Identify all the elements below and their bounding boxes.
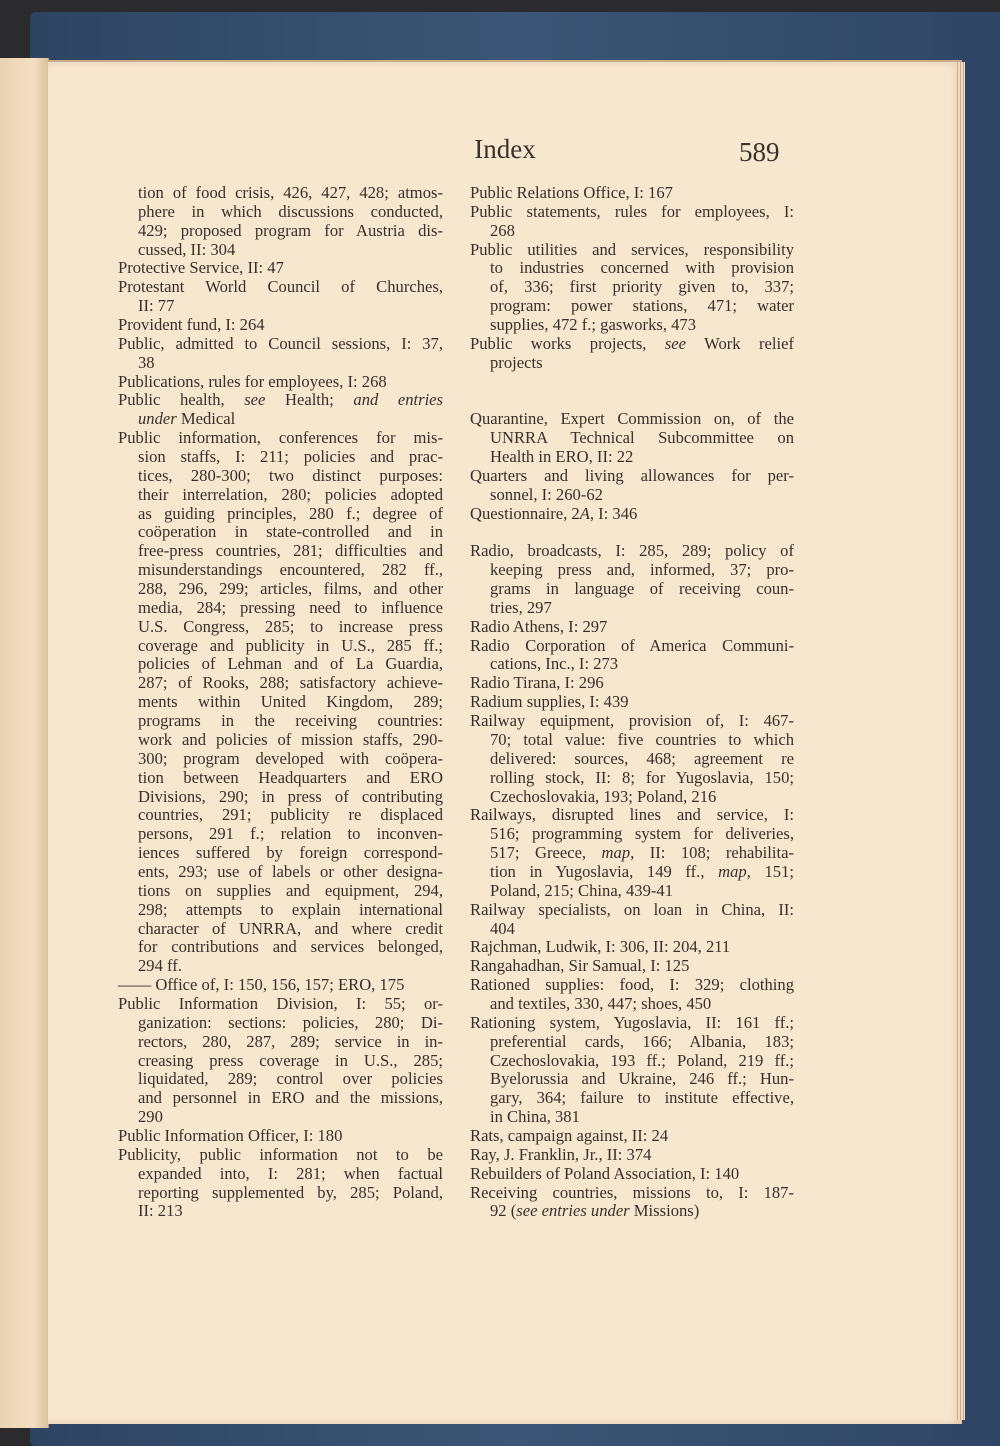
index-line (470, 618, 794, 637)
text: 70; total value: five countries to which (490, 729, 794, 749)
text: ments within United Kingdom, 289; (138, 692, 443, 712)
text: Rationing system, Yugoslavia, II: 161 ff.; (470, 1012, 794, 1032)
text: Health; (265, 390, 354, 410)
index-line (470, 486, 794, 505)
text: 151; (750, 861, 794, 881)
text: Czechoslovakia, 193 ff.; Poland, 219 ff.; (490, 1050, 794, 1070)
text: in China, 381 (490, 1107, 580, 1127)
index-line (470, 354, 794, 373)
index-entry (470, 241, 794, 335)
text: 300; program developed with coöpera- (138, 748, 443, 768)
text: Rajchman, Ludwik, I: 306, II: 204, 211 (470, 937, 731, 957)
text: Publications, rules for employees, I: 268 (118, 371, 387, 391)
index-line (470, 863, 794, 882)
italic-text: A (579, 503, 590, 523)
text: for contributions and services belonged, (138, 937, 443, 957)
index-line (118, 259, 443, 278)
text: coverage and publicity in U.S., 285 ff.; (138, 635, 443, 655)
index-line (118, 505, 443, 524)
text: Byelorussia and Ukraine, 246 ff.; Hun- (490, 1069, 794, 1089)
index-line (118, 788, 443, 807)
text: Railways, disrupted lines and service, I: (470, 805, 794, 825)
index-line (470, 259, 794, 278)
index-entry (470, 637, 794, 675)
text: misunderstandings encountered, 282 ff., (138, 560, 443, 580)
index-entry (470, 1165, 794, 1184)
index-entry (470, 335, 794, 373)
text: Protestant World Council of Churches, (118, 277, 443, 297)
index-line (118, 637, 443, 656)
index-line (470, 882, 794, 901)
index-entry (118, 373, 443, 392)
text: creasing press coverage in U.S., 285; (138, 1050, 443, 1070)
text: Radio, broadcasts, I: 285, 289; policy of (470, 541, 794, 561)
text: Public information, conferences for mis- (118, 428, 443, 448)
text: policies of Lehman and of La Guardia, (138, 654, 443, 674)
index-entry (470, 184, 794, 203)
text: projects (490, 352, 543, 372)
text: preferential cards, 166; Albania, 183; (490, 1031, 794, 1051)
index-line (470, 1202, 794, 1221)
index-line (470, 505, 794, 524)
book-page (48, 60, 962, 1424)
text: tries, 297 (490, 597, 552, 617)
index-line (118, 1089, 443, 1108)
index-line (118, 354, 443, 373)
page-number: 589 (739, 137, 780, 167)
index-line (470, 1033, 794, 1052)
index-line (118, 448, 443, 467)
text: Rationed supplies: food, I: 329; clothing (470, 975, 794, 995)
index-line (470, 222, 794, 241)
text: character of UNRRA, and where credit (138, 918, 443, 938)
index-entry (470, 618, 794, 637)
index-line (118, 1184, 443, 1203)
index-line (470, 542, 794, 561)
text: 287; of Rooks, 288; satisfactory achieve- (138, 673, 443, 693)
index-line (118, 203, 443, 222)
index-line (470, 806, 794, 825)
index-line (470, 655, 794, 674)
index-line (118, 769, 443, 788)
text: U.S. Congress, 285; to increase press (138, 616, 443, 636)
index-line (118, 1014, 443, 1033)
text: programs in the receiving countries: (138, 711, 443, 731)
index-line (118, 297, 443, 316)
index-line (118, 561, 443, 580)
index-line (470, 788, 794, 807)
text: 288, 296, 299; articles, films, and other (138, 579, 443, 599)
index-line (118, 806, 443, 825)
italic-text: map, (718, 861, 751, 881)
text: Rats, campaign against, II: 24 (470, 1125, 669, 1145)
text: ents, 293; use of labels or other designa- (138, 861, 443, 881)
text: Public Information Officer, I: 180 (118, 1125, 343, 1145)
text: Ray, J. Franklin, Jr., II: 374 (470, 1144, 652, 1164)
index-entry (118, 1146, 443, 1221)
index-entry (118, 278, 443, 316)
text: Receiving countries, missions to, I: 187- (470, 1182, 794, 1202)
index-entry (470, 976, 794, 1014)
text: Provident fund, I: 264 (118, 315, 265, 335)
index-line (470, 335, 794, 354)
index-line (118, 750, 443, 769)
blank-line (470, 391, 794, 410)
text: Radio Tirana, I: 296 (470, 673, 604, 693)
index-line (118, 825, 443, 844)
text: to industries concerned with provision (490, 258, 794, 278)
text: delivered: sources, 468; agreement re (490, 748, 794, 768)
text: Quarters and living allowances for per- (470, 465, 794, 485)
text: sonnel, I: 260-62 (490, 484, 603, 504)
text: Public, admitted to Council sessions, I: 37, (118, 333, 443, 353)
text: Questionnaire, 2 (470, 503, 580, 523)
italic-text: map, (601, 843, 635, 863)
index-line (470, 1052, 794, 1071)
index-line (118, 184, 443, 203)
index-line (118, 335, 443, 354)
index-line (118, 674, 443, 693)
text: persons, 291 f.; relation to inconven- (138, 824, 443, 844)
index-line (470, 693, 794, 712)
index-entry (470, 410, 794, 467)
text: Quarantine, Expert Commission on, of the (470, 409, 794, 429)
index-line (470, 750, 794, 769)
text: 516; programming system for deliveries, (490, 824, 794, 844)
italic-text: see (664, 333, 687, 353)
text: liquidated, 289; control over policies (138, 1069, 443, 1089)
index-line (118, 920, 443, 939)
index-line (118, 599, 443, 618)
text: 268 (490, 220, 515, 240)
index-line (118, 995, 443, 1014)
text: Protective Service, II: 47 (118, 258, 284, 278)
text: their interrelation, 280; policies adopted (138, 484, 443, 504)
text: , I: 346 (589, 503, 638, 523)
index-line (470, 938, 794, 957)
text: Poland, 215; China, 439-41 (490, 880, 673, 900)
index-line (470, 316, 794, 335)
index-line (470, 825, 794, 844)
text: rectors, 280, 287, 289; service in in- (138, 1031, 443, 1051)
index-entry (470, 1014, 794, 1127)
index-line (118, 410, 443, 429)
text: keeping press and, informed, 37; pro- (490, 560, 794, 580)
index-entry (118, 429, 443, 976)
index-line (118, 278, 443, 297)
index-column-left (118, 184, 443, 1221)
index-entry (470, 957, 794, 976)
index-line (118, 957, 443, 976)
index-line (118, 486, 443, 505)
index-line (118, 1165, 443, 1184)
index-line (470, 844, 794, 863)
index-entry (470, 712, 794, 806)
index-line (470, 901, 794, 920)
blank-line (470, 523, 794, 542)
text: Public statements, rules for employees, I: (470, 201, 794, 221)
index-line (118, 844, 443, 863)
index-line (470, 1108, 794, 1127)
text: expanded into, I: 281; when factual (138, 1163, 443, 1183)
text: and textiles, 330, 447; shoes, 450 (490, 993, 712, 1013)
index-entry (470, 938, 794, 957)
text: Public Information Division, I: 55; or- (118, 993, 443, 1013)
index-entry (118, 391, 443, 429)
text: Public utilities and services, responsibility (470, 239, 794, 259)
index-line (118, 429, 443, 448)
index-entry (118, 184, 443, 259)
index-line (470, 731, 794, 750)
text: —— Office of, I: 150, 156, 157; ERO, 175 (118, 975, 405, 995)
text: Czechoslovakia, 193; Poland, 216 (490, 786, 717, 806)
text: 404 (490, 918, 515, 938)
index-line (470, 203, 794, 222)
index-line (470, 957, 794, 976)
italic-text: and entries (353, 390, 444, 410)
index-line (118, 1202, 443, 1221)
index-entry (470, 467, 794, 505)
index-entry (118, 316, 443, 335)
index-line (470, 674, 794, 693)
index-line (118, 580, 443, 599)
index-entry (118, 976, 443, 995)
index-entry (470, 1127, 794, 1146)
index-line (470, 1089, 794, 1108)
text: reporting supplemented by, 285; Poland, (138, 1182, 443, 1202)
text: ganization: sections: policies, 280; Di- (138, 1012, 443, 1032)
index-line (118, 882, 443, 901)
text: program: power stations, 471; water (490, 296, 794, 316)
italic-text: see entries under (516, 1201, 630, 1221)
index-line (118, 1033, 443, 1052)
index-line (470, 599, 794, 618)
text: supplies, 472 f.; gasworks, 473 (490, 315, 697, 335)
text: Missions) (629, 1201, 700, 1221)
index-line (470, 278, 794, 297)
index-entry (470, 505, 794, 524)
italic-text: see (244, 390, 266, 410)
text: free-press countries, 281; difficulties and (138, 541, 443, 561)
text: Railway specialists, on loan in China, II: (470, 899, 794, 919)
index-line (470, 1070, 794, 1089)
index-line (470, 448, 794, 467)
text: Radium supplies, I: 439 (470, 692, 629, 712)
index-entry (470, 674, 794, 693)
index-line (470, 976, 794, 995)
text: Work relief (686, 333, 794, 353)
index-line (470, 184, 794, 203)
index-line (118, 976, 443, 995)
index-line (118, 655, 443, 674)
text: grams in language of receiving coun- (490, 579, 794, 599)
text: 294 ff. (138, 956, 182, 976)
text: and personnel in ERO and the missions, (138, 1088, 443, 1108)
text: Rangahadhan, Sir Samual, I: 125 (470, 956, 690, 976)
index-line (118, 938, 443, 957)
index-entry (118, 259, 443, 278)
text: cations, Inc., I: 273 (490, 654, 619, 674)
text: 38 (138, 352, 155, 372)
index-line (470, 1184, 794, 1203)
text: of, 336; first priority given to, 337; (490, 277, 794, 297)
text: II: 213 (138, 1201, 183, 1221)
index-entry (470, 1184, 794, 1222)
index-line (118, 523, 443, 542)
running-header: Index (474, 134, 536, 164)
text: Medical (176, 409, 236, 429)
index-line (470, 467, 794, 486)
text: Radio Athens, I: 297 (470, 616, 608, 636)
index-line (118, 712, 443, 731)
index-line (470, 712, 794, 731)
text: tices, 280-300; two distinct purposes: (138, 465, 443, 485)
index-line (118, 1127, 443, 1146)
text: media, 284; pressing need to influence (138, 597, 443, 617)
text: Divisions, 290; in press of contributing (138, 786, 443, 806)
index-line (118, 693, 443, 712)
text: 298; attempts to explain international (138, 899, 443, 919)
index-line (118, 863, 443, 882)
index-entry (118, 335, 443, 373)
index-line (470, 1014, 794, 1033)
index-line (470, 561, 794, 580)
index-entry (470, 1146, 794, 1165)
index-line (470, 580, 794, 599)
index-line (118, 373, 443, 392)
text: UNRRA Technical Subcommittee on (490, 428, 794, 448)
index-line (470, 1146, 794, 1165)
index-line (118, 618, 443, 637)
index-entry (470, 542, 794, 617)
text: gary, 364; failure to institute effective, (490, 1088, 794, 1108)
text: II: 77 (138, 296, 175, 316)
index-line (470, 1165, 794, 1184)
index-line (118, 467, 443, 486)
page-edges (955, 62, 965, 1420)
index-line (118, 1146, 443, 1165)
text: sion staffs, I: 211; policies and prac- (138, 447, 443, 467)
index-line (118, 222, 443, 241)
text: tions on supplies and equipment, 294, (138, 880, 443, 900)
text: Health in ERO, II: 22 (490, 447, 634, 467)
index-line (470, 410, 794, 429)
text: Public health, (118, 390, 245, 410)
index-entry (118, 995, 443, 1127)
index-line (118, 1052, 443, 1071)
index-line (470, 769, 794, 788)
text: countries, 291; publicity re displaced (138, 805, 443, 825)
index-line (118, 1108, 443, 1127)
text: tion of food crisis, 426, 427, 428; atmos- (138, 183, 443, 202)
text: Railway equipment, provision of, I: 467- (470, 711, 794, 731)
text: cussed, II: 304 (138, 239, 236, 259)
index-line (118, 241, 443, 260)
text: tion in Yugoslavia, 149 ff., (490, 861, 719, 881)
index-line (470, 429, 794, 448)
index-line (470, 637, 794, 656)
text: 429; proposed program for Austria dis- (138, 220, 443, 240)
index-entry (470, 901, 794, 939)
index-line (470, 241, 794, 260)
index-line (118, 391, 443, 410)
index-line (470, 297, 794, 316)
index-entry (470, 693, 794, 712)
text: coöperation in state-controlled and in (138, 522, 443, 542)
text: phere in which discussions conducted, (138, 201, 443, 221)
index-line (470, 1127, 794, 1146)
text: Rebuilders of Poland Association, I: 140 (470, 1163, 740, 1183)
text: II: 108; rehabilita- (634, 843, 794, 863)
text: Radio Corporation of America Communi- (470, 635, 794, 655)
text: 517; Greece, (490, 843, 602, 863)
index-line (118, 316, 443, 335)
text: 92 ( (490, 1201, 517, 1221)
text: Public works projects, (470, 333, 665, 353)
index-entry (470, 806, 794, 900)
text: tion between Headquarters and ERO (138, 767, 443, 787)
index-entry (118, 1127, 443, 1146)
text: Public Relations Office, I: 167 (470, 183, 673, 202)
index-column-right (470, 184, 794, 1221)
index-line (118, 1070, 443, 1089)
index-line (470, 995, 794, 1014)
text: rolling stock, II: 8; for Yugoslavia, 150; (490, 767, 794, 787)
italic-text: under (138, 409, 177, 429)
text: Publicity, public information not to be (118, 1144, 443, 1164)
previous-page-edge (0, 58, 49, 1428)
text: 290 (138, 1107, 163, 1127)
text: work and policies of mission staffs, 290- (138, 729, 443, 749)
index-entry (470, 203, 794, 241)
index-line (118, 901, 443, 920)
text: as guiding principles, 280 f.; degree of (138, 503, 443, 523)
index-line (118, 731, 443, 750)
blank-line (470, 373, 794, 392)
index-line (118, 542, 443, 561)
text: iences suffered by foreign correspond- (138, 843, 443, 863)
index-line (470, 920, 794, 939)
